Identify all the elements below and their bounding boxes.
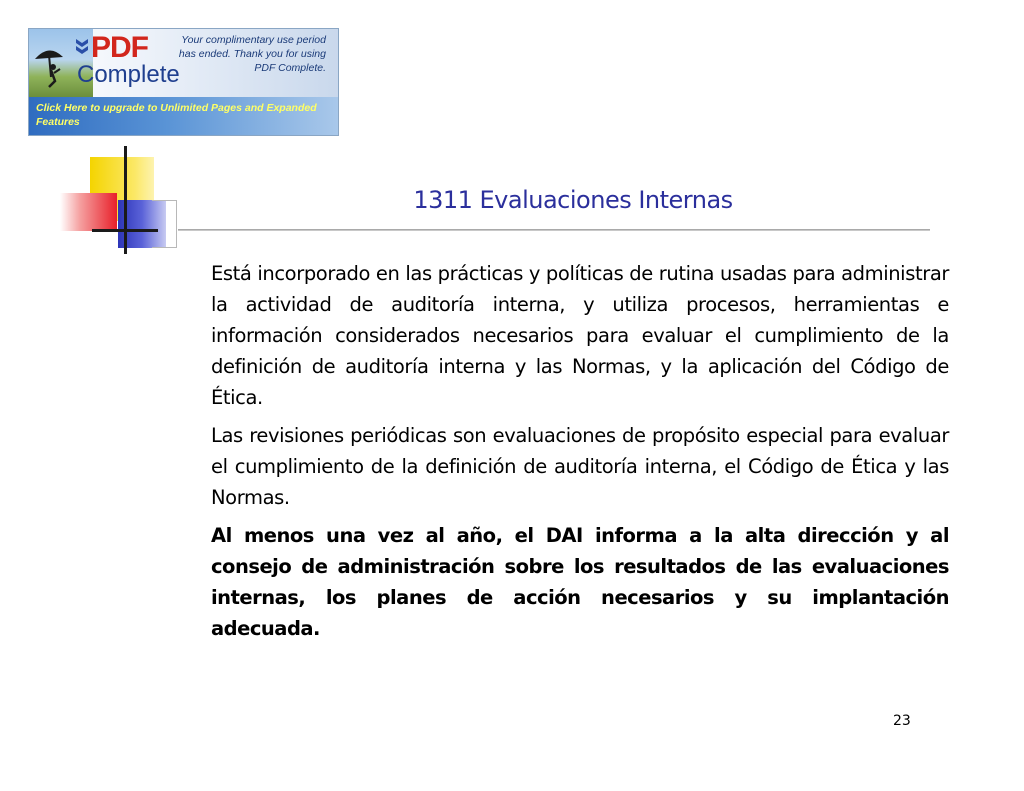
decorative-horizontal-line (92, 229, 158, 232)
banner-expired-message: Your complimentary use period has ended. Thank you for using PDF Complete. (178, 34, 326, 74)
page-number: 23 (893, 713, 911, 729)
body-paragraph: Está incorporado en las prácticas y políticas de rutina usadas para administrar la actividad de auditoría interna, y utiliza procesos, herramientas e información considerados necesarios para evaluar el cumplimiento de la definición de auditoría interna y las Normas, y la aplicación del Código de Ética. (211, 262, 949, 409)
body-paragraph-bold: Al menos una vez al año, el DAI informa a la alta dirección y al consejo de administración sobre los resultados de las evaluaciones internas, los planes de acción necesarios y su implantación adecuada. (211, 524, 949, 640)
decorative-red-rectangle (60, 193, 117, 231)
decorative-outline-square (152, 200, 177, 248)
decorative-vertical-line (124, 146, 127, 254)
slide-title: 1311 Evaluaciones Internas (413, 186, 733, 214)
chevron-arrows-icon (74, 37, 90, 57)
slide-body (211, 258, 949, 651)
title-divider (178, 229, 930, 231)
pdf-complete-upgrade-banner[interactable] (28, 28, 339, 136)
pdf-logo-text: PDF (91, 31, 148, 64)
complete-logo-text: Complete (77, 61, 180, 88)
body-paragraph: Las revisiones periódicas son evaluaciones de propósito especial para evaluar el cumplimiento de la definición de auditoría interna, el Código de Ética y las Normas. (211, 424, 949, 509)
banner-upgrade-strip[interactable] (29, 97, 338, 136)
upgrade-link[interactable]: Click Here to upgrade to Unlimited Pages and Expanded Features (36, 102, 317, 128)
banner-top-panel (29, 29, 338, 97)
